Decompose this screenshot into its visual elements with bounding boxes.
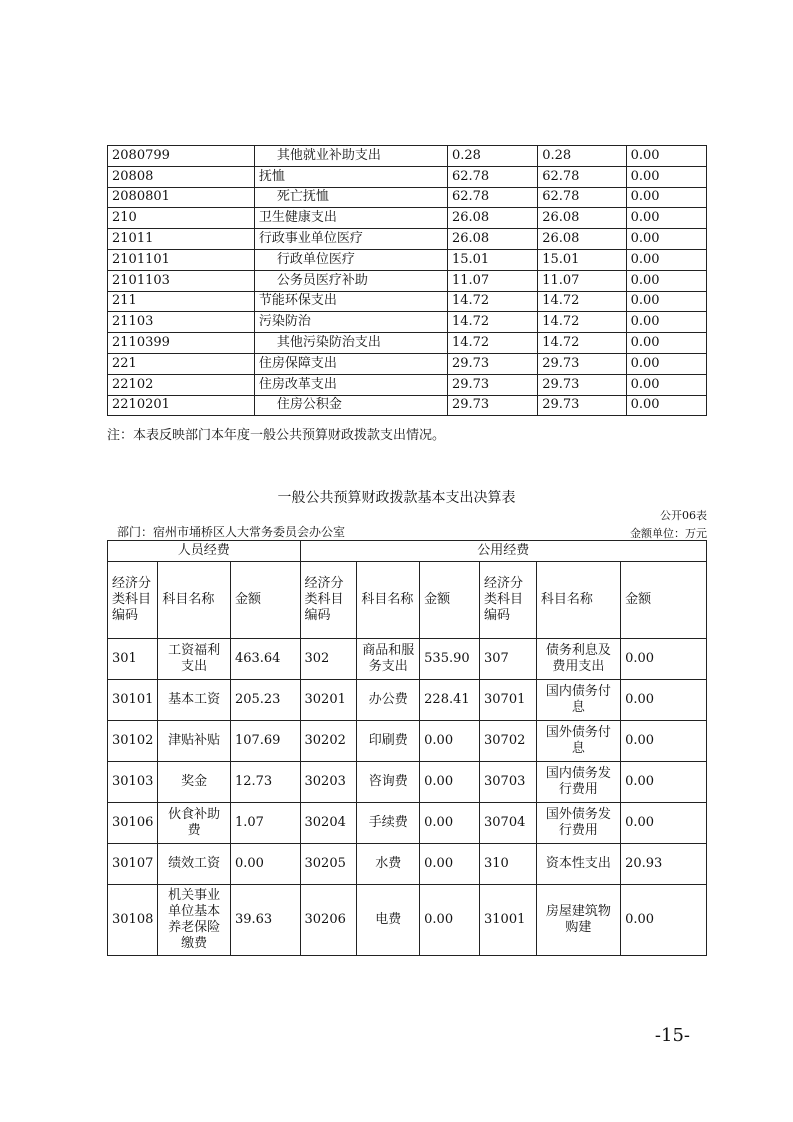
row-code: 307 bbox=[480, 639, 537, 680]
row-value: 0.00 bbox=[420, 844, 480, 885]
header-amount: 金额 bbox=[420, 562, 480, 639]
row-value: 0.00 bbox=[420, 803, 480, 844]
table-row bbox=[108, 844, 707, 885]
row-code: 301 bbox=[108, 639, 158, 680]
row-name: 绩效工资 bbox=[158, 844, 231, 885]
row-value: 0.00 bbox=[626, 374, 706, 395]
row-value: 0.00 bbox=[626, 208, 706, 229]
table-row bbox=[108, 333, 707, 354]
row-value: 15.01 bbox=[447, 249, 537, 270]
row-value: 12.73 bbox=[230, 762, 300, 803]
row-value: 15.01 bbox=[538, 249, 626, 270]
row-code: 2080799 bbox=[108, 146, 255, 167]
row-name: 其他就业补助支出 bbox=[254, 146, 447, 167]
row-code: 30204 bbox=[300, 803, 357, 844]
row-value: 205.23 bbox=[230, 680, 300, 721]
row-name: 其他污染防治支出 bbox=[254, 333, 447, 354]
table-row bbox=[108, 270, 707, 291]
row-value: 26.08 bbox=[447, 208, 537, 229]
row-value: 11.07 bbox=[447, 270, 537, 291]
row-name: 商品和服务支出 bbox=[357, 639, 420, 680]
row-value: 228.41 bbox=[420, 680, 480, 721]
row-value: 14.72 bbox=[447, 291, 537, 312]
table-row bbox=[108, 680, 707, 721]
row-value: 14.72 bbox=[447, 312, 537, 333]
table-row bbox=[108, 249, 707, 270]
row-code: 30101 bbox=[108, 680, 158, 721]
row-value: 14.72 bbox=[447, 333, 537, 354]
header-name: 科目名称 bbox=[536, 562, 620, 639]
row-value: 0.00 bbox=[626, 146, 706, 167]
row-name: 咨询费 bbox=[357, 762, 420, 803]
row-name: 国外债务发行费用 bbox=[536, 803, 620, 844]
header-amount: 金额 bbox=[230, 562, 300, 639]
table-title: 一般公共预算财政拨款基本支出决算表 bbox=[277, 490, 516, 506]
row-name: 房屋建筑物购建 bbox=[536, 885, 620, 956]
row-code: 22102 bbox=[108, 374, 255, 395]
row-value: 62.78 bbox=[538, 166, 626, 187]
row-value: 0.00 bbox=[626, 291, 706, 312]
table-row bbox=[108, 395, 707, 416]
row-name: 水费 bbox=[357, 844, 420, 885]
row-code: 30103 bbox=[108, 762, 158, 803]
table-row bbox=[108, 312, 707, 333]
row-code: 30108 bbox=[108, 885, 158, 956]
row-name: 基本工资 bbox=[158, 680, 231, 721]
row-code: 30703 bbox=[480, 762, 537, 803]
header-name: 科目名称 bbox=[158, 562, 231, 639]
row-code: 2101101 bbox=[108, 249, 255, 270]
row-code: 31001 bbox=[480, 885, 537, 956]
row-value: 0.00 bbox=[626, 229, 706, 250]
row-value: 0.00 bbox=[626, 187, 706, 208]
row-code: 2101103 bbox=[108, 270, 255, 291]
row-name: 死亡抚恤 bbox=[254, 187, 447, 208]
row-value: 0.00 bbox=[626, 249, 706, 270]
row-value: 0.00 bbox=[621, 680, 707, 721]
table-row bbox=[108, 639, 707, 680]
row-code: 30203 bbox=[300, 762, 357, 803]
row-name: 节能环保支出 bbox=[254, 291, 447, 312]
row-name: 行政单位医疗 bbox=[254, 249, 447, 270]
row-code: 30206 bbox=[300, 885, 357, 956]
row-value: 0.28 bbox=[447, 146, 537, 167]
row-code: 30701 bbox=[480, 680, 537, 721]
table-note: 注：本表反映部门本年度一般公共预算财政拨款支出情况。 bbox=[107, 428, 446, 443]
row-value: 0.00 bbox=[626, 312, 706, 333]
header-code: 经济分类科目编码 bbox=[300, 562, 357, 639]
row-value: 0.00 bbox=[621, 721, 707, 762]
row-code: 302 bbox=[300, 639, 357, 680]
row-value: 0.00 bbox=[626, 395, 706, 416]
row-value: 463.64 bbox=[230, 639, 300, 680]
table-row bbox=[108, 208, 707, 229]
table-row bbox=[108, 353, 707, 374]
row-code: 30106 bbox=[108, 803, 158, 844]
group-personnel-header: 人员经费 bbox=[108, 541, 301, 562]
row-code: 30702 bbox=[480, 721, 537, 762]
unit-label: 金额单位：万元 bbox=[630, 527, 707, 540]
row-name: 住房保障支出 bbox=[254, 353, 447, 374]
row-value: 0.00 bbox=[626, 270, 706, 291]
row-name: 污染防治 bbox=[254, 312, 447, 333]
row-value: 0.00 bbox=[621, 803, 707, 844]
row-code: 221 bbox=[108, 353, 255, 374]
row-code: 211 bbox=[108, 291, 255, 312]
row-code: 21011 bbox=[108, 229, 255, 250]
table-row bbox=[108, 187, 707, 208]
row-value: 29.73 bbox=[447, 374, 537, 395]
row-name: 电费 bbox=[357, 885, 420, 956]
row-code: 30102 bbox=[108, 721, 158, 762]
row-name: 奖金 bbox=[158, 762, 231, 803]
row-value: 29.73 bbox=[538, 395, 626, 416]
row-value: 62.78 bbox=[538, 187, 626, 208]
row-value: 1.07 bbox=[230, 803, 300, 844]
row-name: 公务员医疗补助 bbox=[254, 270, 447, 291]
row-code: 30107 bbox=[108, 844, 158, 885]
row-value: 29.73 bbox=[538, 353, 626, 374]
row-name: 伙食补助费 bbox=[158, 803, 231, 844]
row-code: 30202 bbox=[300, 721, 357, 762]
row-value: 0.00 bbox=[626, 166, 706, 187]
row-value: 0.00 bbox=[621, 762, 707, 803]
header-code: 经济分类科目编码 bbox=[480, 562, 537, 639]
row-code: 30201 bbox=[300, 680, 357, 721]
row-value: 26.08 bbox=[538, 229, 626, 250]
row-value: 107.69 bbox=[230, 721, 300, 762]
table-row bbox=[108, 885, 707, 956]
row-name: 印刷费 bbox=[357, 721, 420, 762]
row-value: 39.63 bbox=[230, 885, 300, 956]
row-name: 住房公积金 bbox=[254, 395, 447, 416]
row-code: 2110399 bbox=[108, 333, 255, 354]
table-row bbox=[108, 291, 707, 312]
row-code: 210 bbox=[108, 208, 255, 229]
row-code: 30704 bbox=[480, 803, 537, 844]
expenditure-table-continued bbox=[107, 145, 707, 416]
header-amount: 金额 bbox=[621, 562, 707, 639]
row-name: 抚恤 bbox=[254, 166, 447, 187]
row-name: 债务利息及费用支出 bbox=[536, 639, 620, 680]
row-code: 30205 bbox=[300, 844, 357, 885]
row-value: 29.73 bbox=[447, 353, 537, 374]
table-row bbox=[108, 229, 707, 250]
row-value: 0.00 bbox=[230, 844, 300, 885]
row-value: 0.00 bbox=[420, 885, 480, 956]
row-value: 0.00 bbox=[621, 885, 707, 956]
row-name: 住房改革支出 bbox=[254, 374, 447, 395]
row-value: 29.73 bbox=[538, 374, 626, 395]
header-code: 经济分类科目编码 bbox=[108, 562, 158, 639]
row-name: 国内债务付息 bbox=[536, 680, 620, 721]
table-row bbox=[108, 166, 707, 187]
row-name: 卫生健康支出 bbox=[254, 208, 447, 229]
row-value: 14.72 bbox=[538, 291, 626, 312]
row-value: 14.72 bbox=[538, 333, 626, 354]
row-code: 310 bbox=[480, 844, 537, 885]
row-value: 11.07 bbox=[538, 270, 626, 291]
row-name: 津贴补贴 bbox=[158, 721, 231, 762]
group-public-header: 公用经费 bbox=[300, 541, 707, 562]
row-value: 0.00 bbox=[626, 353, 706, 374]
row-name: 机关事业单位基本养老保险缴费 bbox=[158, 885, 231, 956]
header-name: 科目名称 bbox=[357, 562, 420, 639]
row-code: 2080801 bbox=[108, 187, 255, 208]
row-value: 535.90 bbox=[420, 639, 480, 680]
row-value: 26.08 bbox=[447, 229, 537, 250]
table-row bbox=[108, 762, 707, 803]
row-value: 20.93 bbox=[621, 844, 707, 885]
row-code: 2210201 bbox=[108, 395, 255, 416]
row-value: 0.00 bbox=[420, 762, 480, 803]
form-number: 公开06表 bbox=[660, 509, 707, 522]
row-code: 21103 bbox=[108, 312, 255, 333]
row-value: 0.00 bbox=[621, 639, 707, 680]
row-value: 14.72 bbox=[538, 312, 626, 333]
row-name: 行政事业单位医疗 bbox=[254, 229, 447, 250]
row-value: 0.00 bbox=[420, 721, 480, 762]
row-value: 0.00 bbox=[626, 333, 706, 354]
row-value: 62.78 bbox=[447, 166, 537, 187]
row-name: 国外债务付息 bbox=[536, 721, 620, 762]
row-value: 26.08 bbox=[538, 208, 626, 229]
department-label: 部门：宿州市埇桥区人大常务委员会办公室 bbox=[117, 525, 346, 539]
row-value: 29.73 bbox=[447, 395, 537, 416]
row-code: 20808 bbox=[108, 166, 255, 187]
row-name: 国内债务发行费用 bbox=[536, 762, 620, 803]
table-row bbox=[108, 721, 707, 762]
row-name: 工资福利支出 bbox=[158, 639, 231, 680]
table-row bbox=[108, 803, 707, 844]
table-row bbox=[108, 374, 707, 395]
page-number: -15- bbox=[654, 1025, 690, 1046]
table-row bbox=[108, 146, 707, 167]
row-name: 手续费 bbox=[357, 803, 420, 844]
row-name: 办公费 bbox=[357, 680, 420, 721]
row-value: 62.78 bbox=[447, 187, 537, 208]
row-name: 资本性支出 bbox=[536, 844, 620, 885]
row-value: 0.28 bbox=[538, 146, 626, 167]
basic-expenditure-table bbox=[107, 540, 707, 956]
